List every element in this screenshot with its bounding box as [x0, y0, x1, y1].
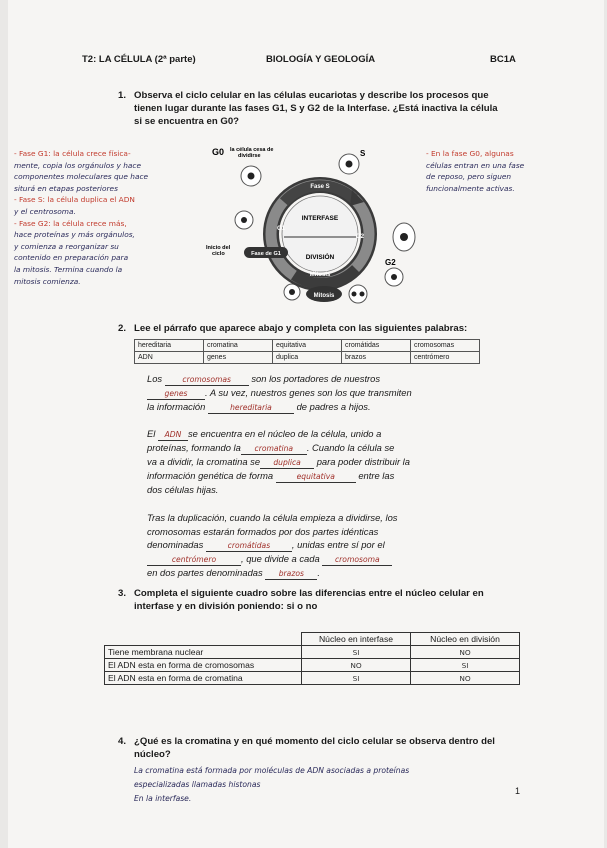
diagram-g0: G0 — [212, 147, 225, 157]
q1-right-notes — [426, 148, 596, 194]
text: . — [317, 567, 320, 579]
word-cell: genes — [204, 352, 273, 364]
fill-blank: ADN — [158, 430, 188, 441]
text: en dos partes denominadas — [147, 567, 263, 579]
q1-text-line1: Observa el ciclo celular en las células eucariotas y describe los procesos que — [134, 90, 489, 101]
fill-blank: hereditaria — [208, 403, 294, 414]
note-line: y comienza a reorganizar su — [14, 241, 119, 251]
note-line: células entran en una fase — [426, 160, 525, 170]
diagram-mitosis-bubble: Mitosis — [313, 293, 335, 299]
paragraph-3 — [147, 511, 467, 580]
cell-icon — [385, 268, 403, 286]
answer-line: En la interfase. — [134, 794, 192, 803]
text: se encuentra en el núcleo de la célula, unido a — [187, 428, 382, 439]
row-label: Tiene membrana nuclear — [105, 646, 302, 659]
q4-text-line1: ¿Qué es la cromatina y en qué momento del ciclo celular se observa dentro del — [134, 736, 495, 747]
header-center: BIOLOGÍA Y GEOLOGÍA — [266, 54, 376, 65]
empty-cell — [105, 633, 302, 646]
q4-answer — [134, 764, 554, 806]
note-line: hace proteínas y más orgánulos, — [14, 230, 135, 240]
cell-icon — [393, 223, 415, 251]
note-line: - Fase G2: la célula crece más, — [14, 218, 127, 228]
answer-cell: NO — [411, 646, 520, 659]
answer-cell: SI — [411, 659, 520, 672]
cell-icon — [235, 211, 253, 229]
note-line: siturá en etapas posteriores — [14, 183, 118, 193]
table-row — [135, 340, 480, 352]
answer-cell: SI — [302, 672, 411, 685]
page-number: 1 — [515, 786, 521, 796]
diagram-fase-g1: Fase de G1 — [251, 251, 281, 257]
text: El — [147, 428, 156, 439]
table-row — [105, 646, 520, 659]
diagram-g1: G1 — [277, 226, 286, 232]
row-label: El ADN esta en forma de cromatina — [105, 672, 302, 685]
q1-text-line2: tienen lugar durante las fases G1, S y G2 de la Interfase. ¿Está inactiva la célula — [134, 103, 498, 114]
diagram-g0-label-1: la célula cesa de — [230, 147, 274, 153]
note-line: y el centrosoma. — [14, 206, 76, 216]
text: información genética de forma — [147, 470, 274, 481]
text: denominadas — [147, 539, 204, 551]
text: la información — [147, 401, 206, 412]
note-line: de reposo, pero siguen — [426, 172, 512, 182]
mitosis-bubble — [306, 286, 342, 302]
q1-left-notes — [14, 148, 204, 287]
note-line: contenido en preparación para — [14, 253, 129, 263]
note-line: mitosis comienza. — [14, 276, 81, 286]
text: , unidas entre sí por el — [291, 539, 385, 551]
diagram-inicio-1: Inicio del — [206, 245, 231, 251]
answer-cell: NO — [302, 659, 411, 672]
note-line: - En la fase G0, algunas — [426, 149, 514, 158]
text: Tras la duplicación, cuando la célula empieza a dividirse, los — [147, 512, 398, 523]
q3-number: 3. — [118, 588, 127, 599]
q3-text-line1: Completa el siguiente cuadro sobre las diferencias entre el núcleo celular en — [134, 588, 484, 599]
header-right: BC1A — [490, 54, 516, 65]
diagram-interfase: INTERFASE — [301, 215, 339, 222]
worksheet-page — [8, 0, 604, 848]
table-row — [105, 672, 520, 685]
answer-line: La cromatina está formada por moléculas de ADN asociadas a proteínas — [134, 766, 410, 775]
text: dos células hijas. — [147, 484, 219, 495]
fill-blank: brazos — [265, 569, 317, 580]
word-cell: centrómero — [411, 352, 480, 364]
word-cell: duplica — [273, 352, 342, 364]
text: Los — [147, 373, 163, 384]
text: proteínas, formando la — [147, 442, 241, 453]
column-header: Núcleo en interfase — [302, 633, 411, 646]
answer-line: especializadas llamadas histonas — [134, 780, 261, 789]
text: . A su vez, nuestros genes son los que transmiten — [205, 387, 412, 398]
comparison-table — [104, 632, 520, 685]
q3-text-line2: interfase y en división poniendo: si o no — [134, 601, 318, 612]
word-cell: brazos — [342, 352, 411, 364]
word-cell: cromatina — [204, 340, 273, 352]
table-row — [135, 352, 480, 364]
diagram-inicio-2: ciclo — [212, 251, 225, 257]
note-line: funcionalmente activas. — [426, 183, 515, 193]
diagram-g2-inner: G2 — [356, 234, 365, 240]
fill-blank: equitativa — [276, 472, 356, 483]
word-cell: ADN — [135, 352, 204, 364]
word-cell: cromátidas — [342, 340, 411, 352]
answer-cell: NO — [411, 672, 520, 685]
diagram-division: DIVISIÓN — [305, 254, 335, 261]
row-label: El ADN esta en forma de cromosomas — [105, 659, 302, 672]
fill-blank: centrómero — [147, 555, 241, 566]
text: para poder distribuir la — [316, 456, 410, 467]
note-line: mente, copia los orgánulos y hace — [14, 160, 142, 170]
header-left: T2: LA CÉLULA (2ª parte) — [82, 54, 196, 65]
fill-blank: genes — [147, 389, 205, 400]
q4-number: 4. — [118, 736, 127, 747]
fill-blank: cromosomas — [165, 375, 249, 386]
note-line: la mitosis. Termina cuando la — [14, 264, 123, 274]
table-row — [105, 659, 520, 672]
diagram-mitosis: Mitosis — [309, 272, 331, 278]
q1-text-line3: si se encuentra en G0? — [134, 116, 240, 127]
paragraph-1 — [147, 372, 467, 414]
diagram-g2: G2 — [385, 258, 396, 267]
word-cell: cromosomas — [411, 340, 480, 352]
text: , que divide a cada — [241, 553, 320, 565]
diagram-fase-s: Fase S — [310, 184, 330, 190]
fill-blank: cromosoma — [322, 555, 392, 566]
q1-number: 1. — [118, 90, 127, 101]
paragraph-2 — [147, 427, 467, 497]
note-line: - Fase G1: la célula crece física- — [14, 149, 131, 158]
cell-icon — [339, 154, 359, 174]
fill-blank: cromátidas — [206, 541, 292, 552]
note-line: componentes moleculares que hace — [14, 172, 149, 182]
word-cell: hereditaria — [135, 340, 204, 352]
text: de padres a hijos. — [296, 401, 371, 412]
word-cell: equitativa — [273, 340, 342, 352]
table-row — [105, 633, 520, 646]
fase-g1-bubble — [244, 247, 288, 258]
q2-number: 2. — [118, 323, 127, 334]
text: son los portadores de nuestros — [251, 373, 381, 384]
note-line: - Fase S: la célula duplica el ADN — [14, 195, 135, 205]
q4-text-line2: núcleo? — [134, 749, 171, 760]
cell-icon — [349, 285, 367, 303]
answer-cell: SI — [302, 646, 411, 659]
text: . Cuando la célula se — [306, 442, 395, 453]
diagram-g0-label-2: dividirse — [238, 153, 261, 159]
q2-text: Lee el párrafo que aparece abajo y completa con las siguientes palabras: — [134, 323, 468, 334]
text: va a dividir, la cromatina se — [147, 456, 261, 467]
cell-cycle-diagram — [204, 142, 428, 312]
column-header: Núcleo en división — [411, 633, 520, 646]
text: entre las — [358, 470, 395, 481]
fill-blank: cromatina — [241, 444, 307, 455]
diagram-s: S — [360, 149, 366, 158]
fill-blank: duplica — [260, 458, 314, 469]
text: cromosomas estarán formados por dos partes idénticas — [147, 525, 379, 537]
word-bank-table — [134, 339, 480, 364]
cell-icon — [241, 166, 261, 186]
